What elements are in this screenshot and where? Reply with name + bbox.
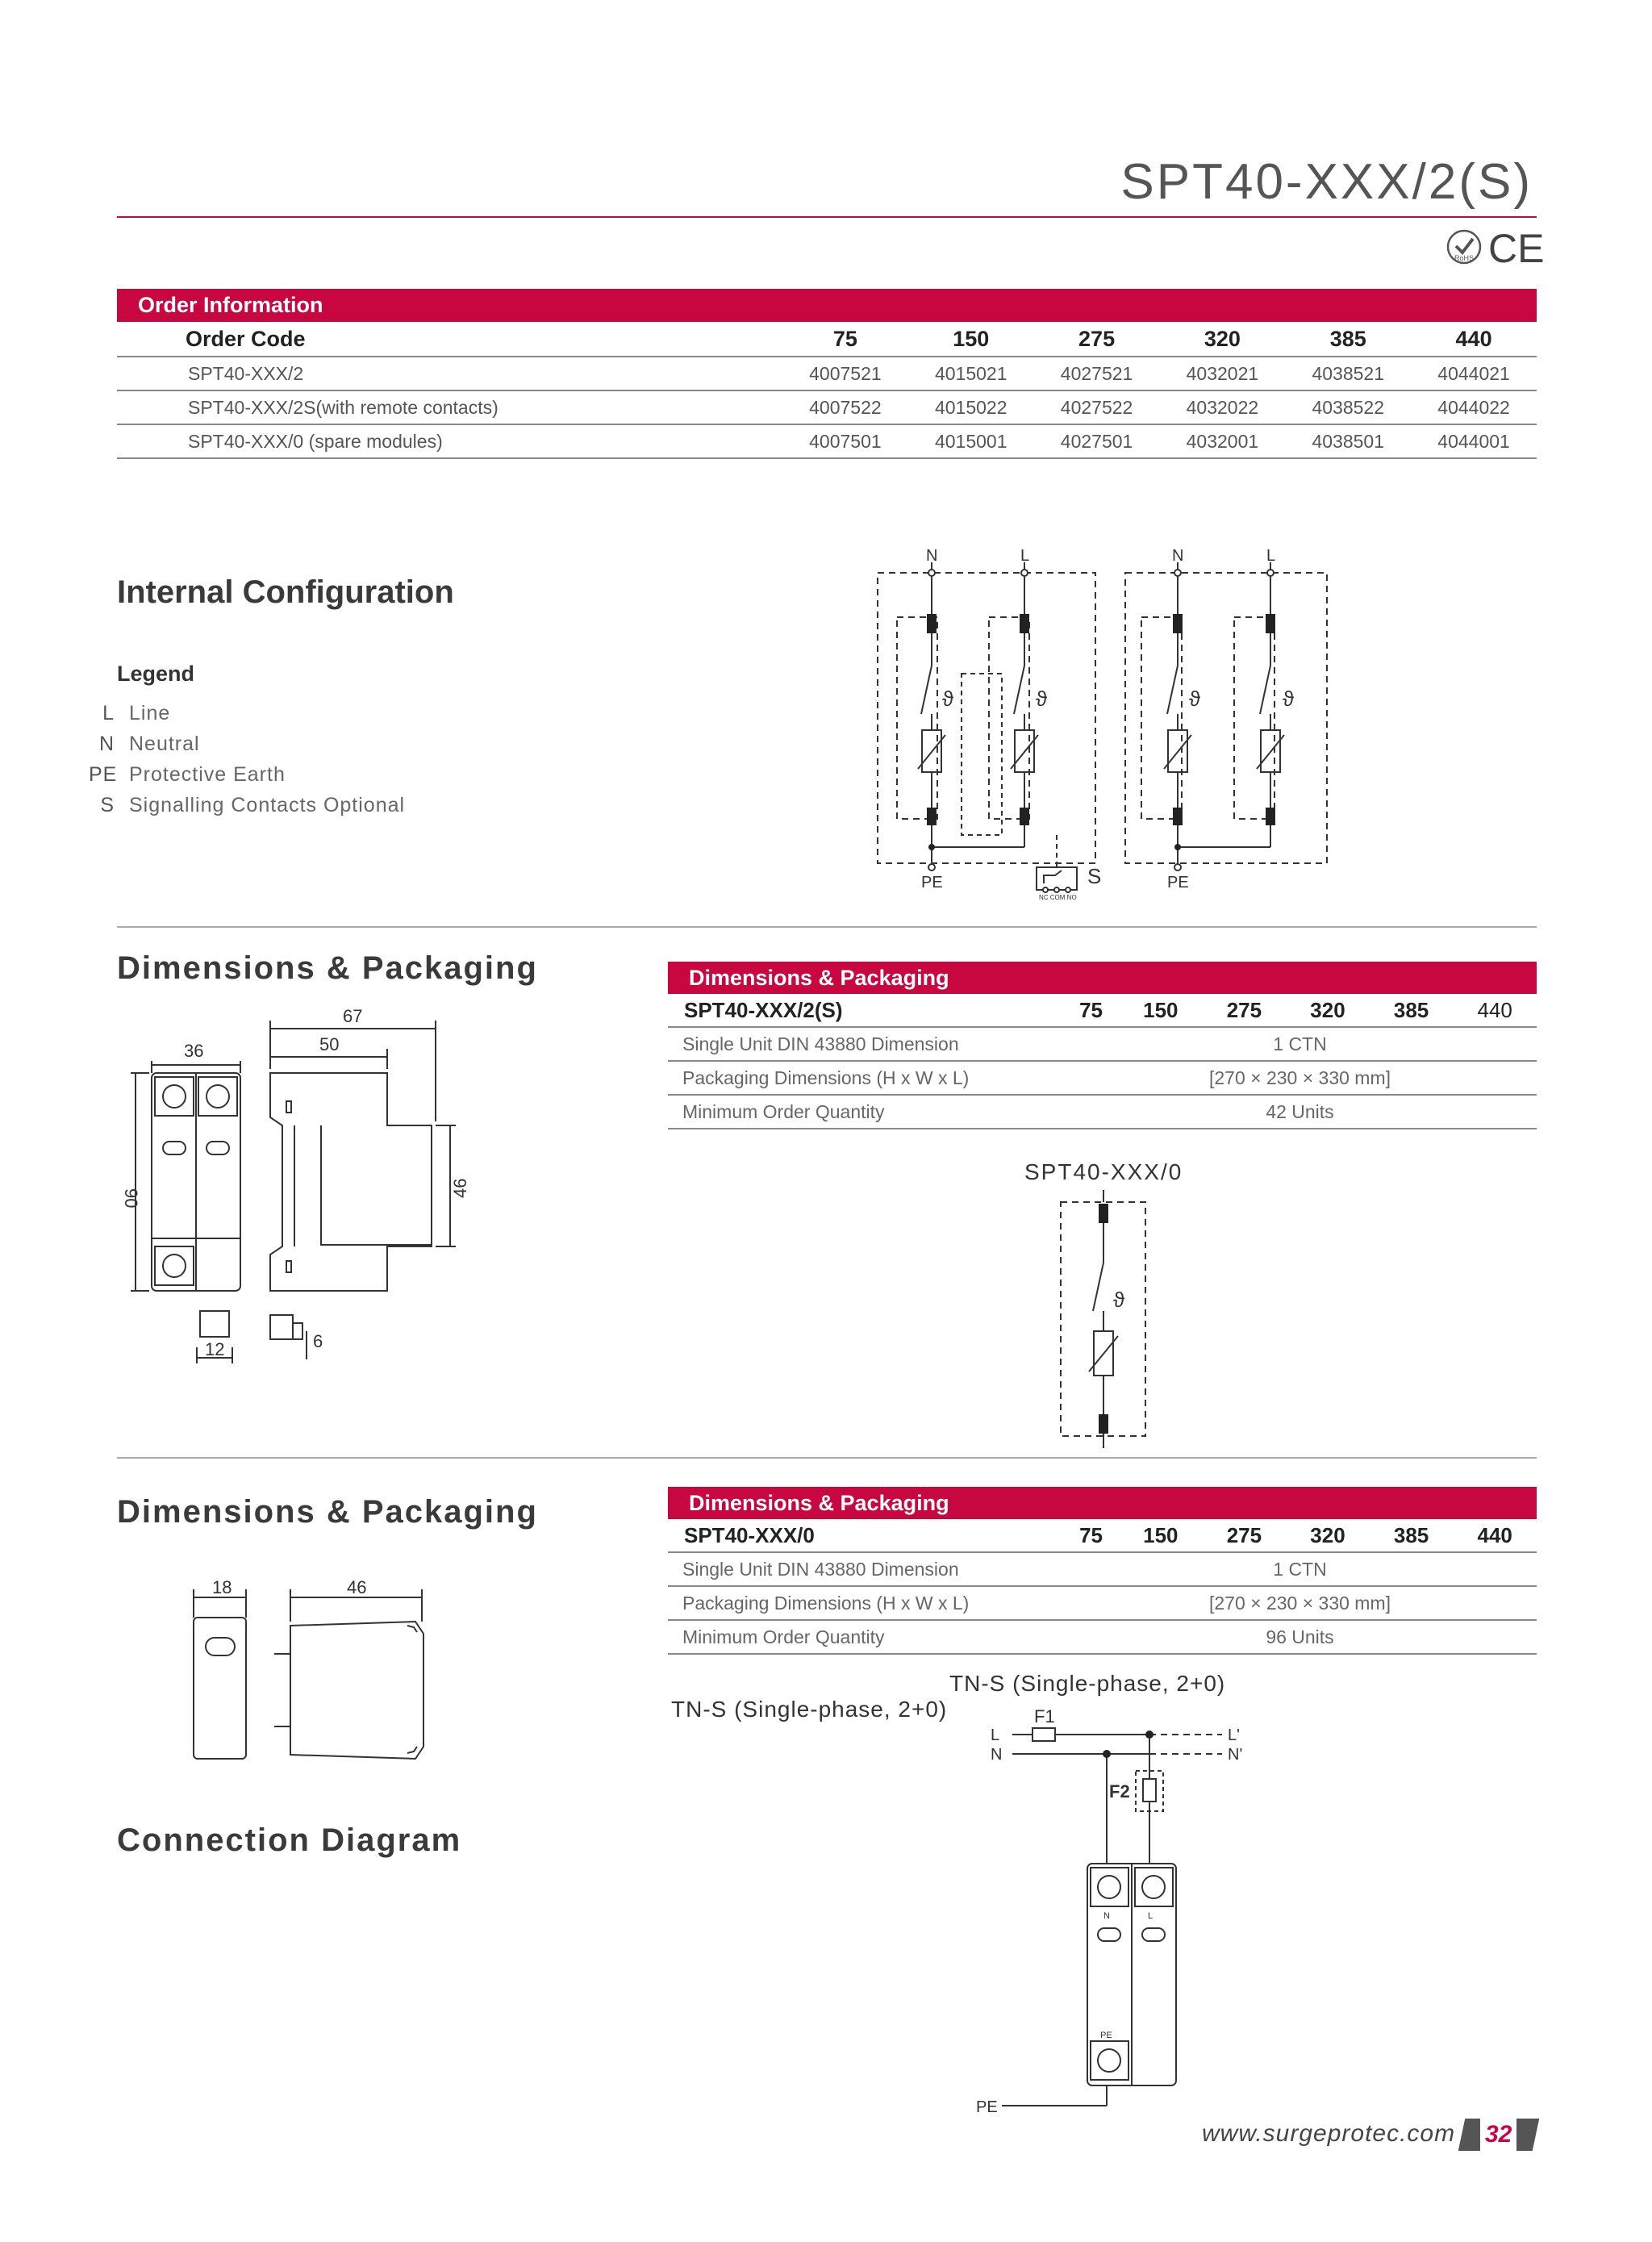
col-header: 440: [1453, 1519, 1537, 1552]
row-label: Minimum Order Quantity: [668, 1620, 1063, 1654]
table-row: [668, 1586, 1537, 1620]
order-header-row: [117, 322, 1537, 357]
col-header: 385: [1285, 322, 1411, 357]
order-code-label: Order Code: [117, 322, 782, 357]
dim-90: 90: [121, 1188, 141, 1209]
row-label: Minimum Order Quantity: [668, 1095, 1063, 1129]
table-row: [668, 1620, 1537, 1654]
thermal-symbol: ϑ: [1283, 687, 1295, 711]
connection-caption: TN-S (Single-phase, 2+0): [949, 1671, 1226, 1696]
col-header: 320: [1286, 994, 1370, 1027]
row-name: SPT40-XXX/0 (spare modules): [117, 424, 782, 458]
f1-label: F1: [1034, 1706, 1055, 1726]
pe-label: PE: [921, 874, 943, 891]
col-header: 440: [1453, 994, 1537, 1027]
dim-46: 46: [347, 1577, 367, 1597]
f2-label: F2: [1109, 1781, 1130, 1802]
rohs-label: RoHS: [1454, 254, 1475, 262]
table-row: [668, 1552, 1537, 1586]
col-header: 75: [782, 322, 908, 357]
page-number: 32: [1480, 2119, 1516, 2151]
row-label: Packaging Dimensions (H x W x L): [668, 1586, 1063, 1620]
contacts-label: NC COM NO: [1039, 894, 1077, 900]
section-divider: [117, 1457, 1537, 1459]
thermal-symbol: ϑ: [1189, 687, 1201, 711]
col-header: 75: [1063, 994, 1119, 1027]
rohs-icon: [1444, 228, 1484, 269]
cell: 4032022: [1159, 390, 1285, 424]
dims-header-row: [668, 1519, 1537, 1552]
config-heading: Internal Configuration: [117, 574, 454, 610]
n-prime-label: N': [1228, 1746, 1243, 1764]
cell: 4027501: [1034, 424, 1160, 458]
table-row: [668, 1061, 1537, 1095]
col-header: 440: [1411, 322, 1537, 357]
dims-table: [668, 1519, 1537, 1655]
cell: 4038521: [1285, 357, 1411, 390]
order-table: [117, 322, 1537, 459]
internal-config-diagram: [863, 545, 1339, 900]
col-header: 385: [1370, 1519, 1454, 1552]
col-header: 150: [1119, 1519, 1203, 1552]
model-label: SPT40-XXX/0: [668, 1519, 1063, 1552]
s-label: S: [1087, 864, 1102, 888]
row-label: Single Unit DIN 43880 Dimension: [668, 1027, 1063, 1061]
dimension-drawing-spare: [181, 1577, 440, 1771]
thermal-symbol: ϑ: [942, 687, 954, 711]
cell: 4007522: [782, 390, 908, 424]
ce-mark: CE: [1488, 226, 1545, 271]
dim-36: 36: [184, 1041, 204, 1061]
dimension-drawing-2s: [113, 1004, 500, 1384]
n-label: N: [1172, 547, 1184, 565]
legend-item: [89, 763, 286, 787]
row-label: Packaging Dimensions (H x W x L): [668, 1061, 1063, 1095]
dims-heading: Dimensions & Packaging: [117, 950, 538, 986]
table-row: [668, 1027, 1537, 1061]
connection-caption: TN-S (Single-phase, 2+0): [671, 1697, 948, 1722]
legend-item: [89, 794, 405, 817]
dim-18: 18: [212, 1577, 232, 1597]
legend-value: Protective Earth: [129, 763, 286, 786]
thermal-symbol: ϑ: [1113, 1288, 1125, 1312]
col-header: 275: [1034, 322, 1160, 357]
col-header: 320: [1286, 1519, 1370, 1552]
device-pe-label: PE: [1100, 2031, 1112, 2040]
cell: 4015021: [908, 357, 1034, 390]
device-n-label: N: [1103, 1911, 1110, 1921]
legend-value: Line: [129, 702, 171, 724]
table-row: [117, 357, 1537, 390]
l-label: L: [1266, 547, 1276, 565]
dims-bar: Dimensions & Packaging: [668, 962, 1537, 994]
cell: 4015022: [908, 390, 1034, 424]
legend-key: L: [102, 702, 115, 724]
table-row: [117, 424, 1537, 458]
cell: 4027521: [1034, 357, 1160, 390]
device-l-label: L: [1148, 1911, 1153, 1921]
model-label: SPT40-XXX/2(S): [668, 994, 1063, 1027]
thermal-symbol: ϑ: [1036, 687, 1048, 711]
footer-url[interactable]: www.surgeprotec.com: [1202, 2120, 1456, 2147]
legend-item: [89, 702, 170, 725]
page-number-badge: [1458, 2119, 1540, 2151]
n-label: N: [926, 547, 938, 565]
col-header: 150: [908, 322, 1034, 357]
dim-6: 6: [313, 1331, 323, 1351]
l-label: L: [1020, 547, 1030, 565]
cell: 4015001: [908, 424, 1034, 458]
row-name: SPT40-XXX/2: [117, 357, 782, 390]
cell: 4044001: [1411, 424, 1537, 458]
dim-67: 67: [343, 1006, 363, 1026]
dims-header-row: [668, 994, 1537, 1027]
row-value: [270 × 230 × 330 mm]: [1063, 1061, 1537, 1095]
table-row: [668, 1095, 1537, 1129]
dims-table: [668, 994, 1537, 1129]
spare-module-label: SPT40-XXX/0: [1024, 1159, 1183, 1184]
col-header: 75: [1063, 1519, 1119, 1552]
legend-key: N: [98, 733, 115, 755]
connection-heading: Connection Diagram: [117, 1822, 462, 1858]
legend-item: [89, 733, 200, 756]
order-info-bar: Order Information: [117, 289, 1537, 322]
col-header: 275: [1203, 1519, 1287, 1552]
connection-diagram: [968, 1702, 1291, 2122]
row-value: 42 Units: [1063, 1095, 1537, 1129]
row-label: Single Unit DIN 43880 Dimension: [668, 1552, 1063, 1586]
cell: 4032001: [1159, 424, 1285, 458]
cell: 4007501: [782, 424, 908, 458]
section-divider: [117, 926, 1537, 928]
row-value: 1 CTN: [1063, 1552, 1537, 1586]
row-value: 96 Units: [1063, 1620, 1537, 1654]
pe-label: PE: [976, 2098, 998, 2116]
spare-module-diagram: [1049, 1186, 1162, 1452]
row-value: 1 CTN: [1063, 1027, 1537, 1061]
row-value: [270 × 230 × 330 mm]: [1063, 1586, 1537, 1620]
header-rule: [117, 216, 1537, 218]
l-label: L: [991, 1726, 1000, 1744]
legend-key: S: [100, 794, 115, 816]
col-header: 150: [1119, 994, 1203, 1027]
col-header: 275: [1203, 994, 1287, 1027]
cell: 4044022: [1411, 390, 1537, 424]
cell: 4038501: [1285, 424, 1411, 458]
col-header: 385: [1370, 994, 1454, 1027]
dim-50: 50: [319, 1034, 340, 1054]
cell: 4007521: [782, 357, 908, 390]
row-name: SPT40-XXX/2S(with remote contacts): [117, 390, 782, 424]
legend-value: Neutral: [129, 733, 200, 755]
page-title: SPT40-XXX/2(S): [1120, 154, 1533, 210]
cell: 4032021: [1159, 357, 1285, 390]
cell: 4027522: [1034, 390, 1160, 424]
dims-heading: Dimensions & Packaging: [117, 1494, 538, 1530]
dim-12: 12: [205, 1339, 225, 1359]
cell: 4038522: [1285, 390, 1411, 424]
legend-title: Legend: [117, 662, 195, 686]
dims-bar: Dimensions & Packaging: [668, 1487, 1537, 1519]
n-label: N: [991, 1746, 1003, 1764]
dim-46: 46: [450, 1178, 470, 1198]
table-row: [117, 390, 1537, 424]
l-prime-label: L': [1228, 1726, 1240, 1744]
cell: 4044021: [1411, 357, 1537, 390]
pe-label: PE: [1167, 874, 1189, 891]
col-header: 320: [1159, 322, 1285, 357]
legend-key: PE: [89, 763, 118, 786]
legend-value: Signalling Contacts Optional: [129, 794, 406, 816]
